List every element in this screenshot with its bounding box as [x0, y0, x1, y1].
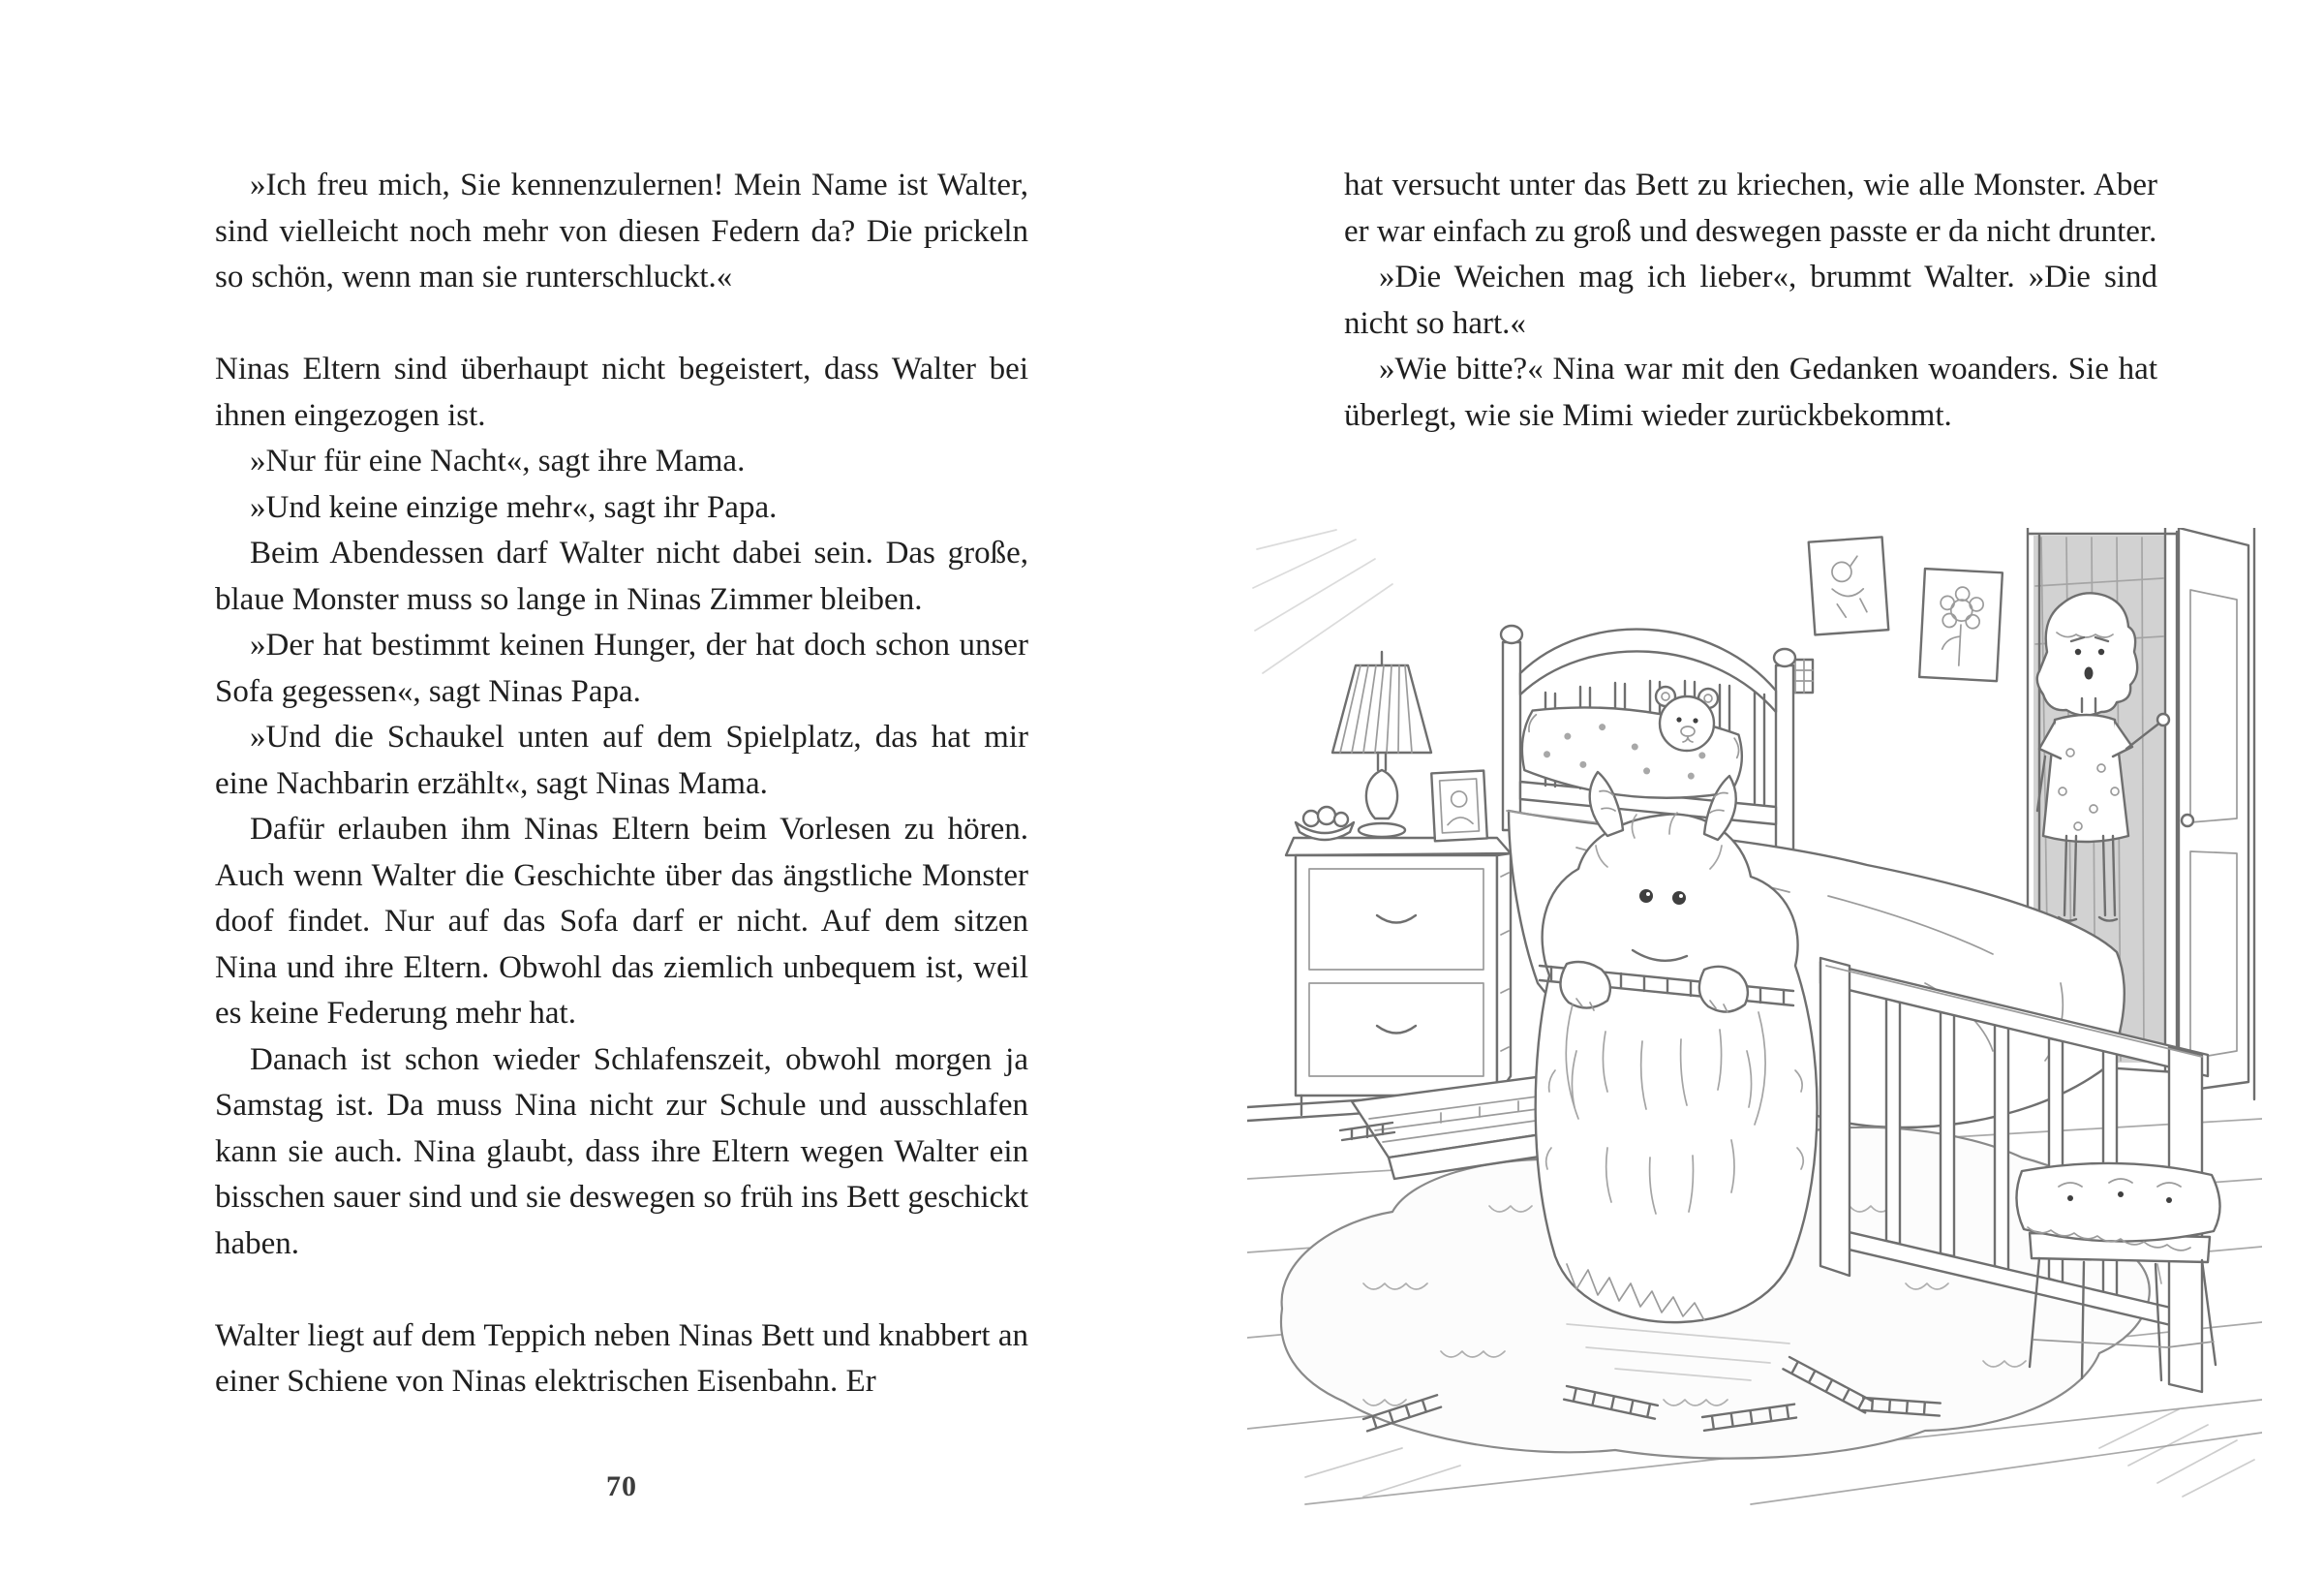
paragraph: Beim Abendessen darf Walter nicht dabei sein. Das große, blaue Monster muss so lange in Ninas Zimmer bleiben. — [215, 536, 1028, 617]
page-number: 70 — [606, 1469, 637, 1502]
fruit-bowl — [1296, 807, 1354, 840]
paragraph: »Wie bitte?« Nina war mit den Gedanken woanders. Sie hat überlegt, wie sie Mimi wieder zurückbekommt. — [1344, 352, 2157, 433]
paragraph: hat versucht unter das Bett zu kriechen, wie alle Monster. Aber er war einfach zu groß und deswegen passte er da nicht drunter. — [1344, 168, 2157, 249]
wall-drawings — [1786, 537, 2003, 693]
paragraph: »Die Weichen mag ich lieber«, brummt Walter. »Die sind nicht so hart.« — [1344, 260, 2157, 341]
bedroom-illustration — [1247, 528, 2262, 1506]
nightstand — [1286, 838, 1511, 1115]
paragraph: Walter liegt auf dem Teppich neben Ninas Bett und knabbert an einer Schiene von Ninas elektrischen Eisenbahn. Er — [215, 1317, 1028, 1399]
paragraph: Danach ist schon wieder Schlafenszeit, obwohl morgen ja Samstag ist. Da muss Nina nicht zur Schule und ausschlafen kann sie auch. Nina glaubt, dass ihre Eltern wegen Walter ein bisschen sauer sind und sie deswegen so früh ins Bett geschickt haben. — [215, 1041, 1028, 1261]
paragraph: »Nur für eine Nacht«, sagt ihre Mama. — [250, 444, 746, 479]
picture-frame — [1431, 771, 1487, 842]
wall-shading — [1253, 530, 1392, 673]
paragraph: Dafür erlauben ihm Ninas Eltern beim Vorlesen zu hören. Auch wenn Walter die Geschichte über das ängstliche Monster doof findet. Nur auf das Sofa darf er nicht. Auf dem sitzen Nina und ihre Eltern. Obwohl das ziemlich unbequem ist, weil es keine Federung mehr hat. — [215, 812, 1028, 1031]
paragraph: Ninas Eltern sind überhaupt nicht begeistert, dass Walter bei ihnen eingezogen ist. — [215, 352, 1028, 433]
left-page — [215, 163, 1028, 1509]
table-lamp — [1332, 652, 1431, 837]
teddy-bear — [1656, 687, 1718, 751]
paragraph: »Und die Schaukel unten auf dem Spielplatz, das hat mir eine Nachbarin erzählt«, sagt Ninas Mama. — [215, 720, 1028, 801]
paragraph: »Der hat bestimmt keinen Hunger, der hat doch schon unser Sofa gegessen«, sagt Ninas Papa. — [215, 628, 1028, 709]
paragraph: »Ich freu mich, Sie kennenzulernen! Mein Name ist Walter, sind vielleicht noch mehr von diesen Federn da? Die prickeln so schön, wenn man sie runterschluckt.« — [215, 168, 1028, 294]
door-panel — [2179, 528, 2254, 1099]
right-page — [1344, 163, 2157, 439]
paragraph: »Und keine einzige mehr«, sagt ihr Papa. — [250, 489, 778, 525]
